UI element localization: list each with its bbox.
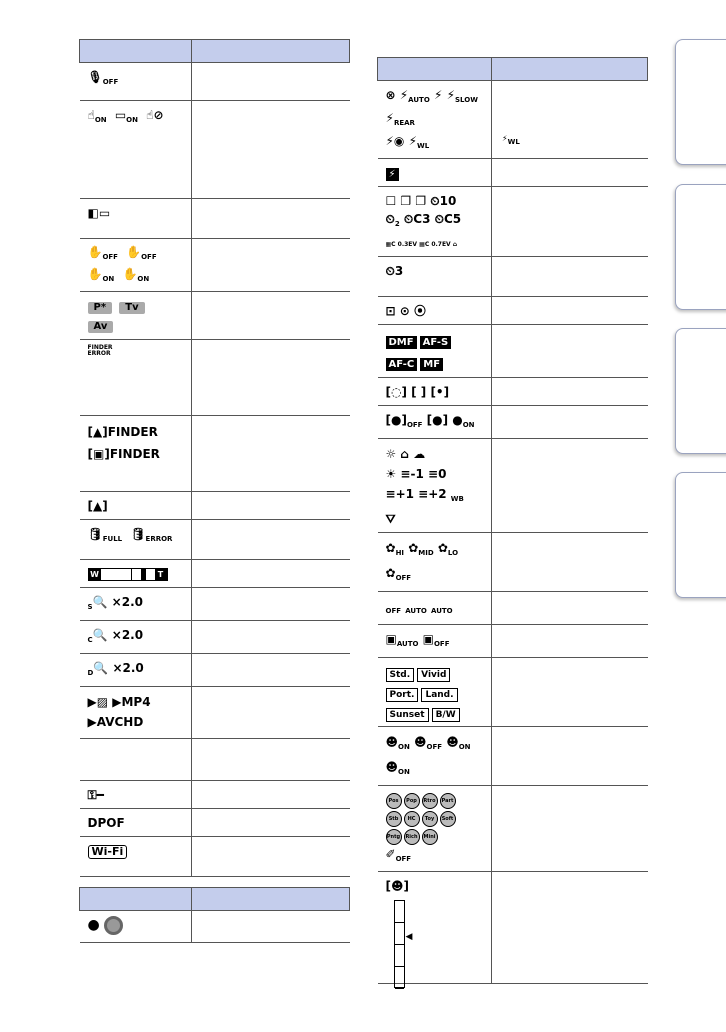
smile-meter-pointer-icon: ◀ [405, 932, 413, 942]
steady-off-icon: $✋_{OFF}$ [87, 245, 118, 261]
flash-mode-icons: ⊗ $⚡_{AUTO}$ ⚡ $⚡_{SLOW}$ $⚡_{REAR}$ ⚡◉ $⚡_{WL}$ [378, 81, 492, 159]
side-tab-2[interactable] [675, 184, 726, 310]
steady-on-active-icon: $✋_{ON}$ [122, 267, 150, 283]
protect-key-icon: ⚿━ [80, 781, 192, 809]
steady-on-icon: $✋_{ON}$ [87, 267, 115, 283]
digital-zoom-icon: $_D$🔍 ×2.0 [80, 654, 192, 687]
smart-zoom-icon: $_S$🔍 ×2.0 [80, 588, 192, 621]
memory-error-icon: $🛢_{ERROR}$ [130, 527, 173, 543]
smile-shutter-icons: $☻_{ON}$ $☻_{OFF}$ $☻_{ON}$ $☻_{ON}$ [378, 727, 492, 786]
recording-dot-icon: ● [87, 917, 100, 933]
touch-on-icon: $☝_{ON}$ [87, 108, 107, 124]
dro-icons: $✿_{HI}$ $✿_{MID}$ $✿_{LO}$ $✿_{OFF}$ [378, 533, 492, 592]
creative-style-icons: Std. Vivid Port. Land. Sunset B/W [378, 658, 492, 727]
dpof-icon: DPOF [80, 809, 192, 837]
mode-av-icon: Av [88, 321, 114, 333]
auto-framing-icons: $▣_{AUTO}$ $▣_{OFF}$ [378, 625, 492, 658]
smile-meter-bar [394, 900, 405, 988]
metering-icons: ⊡ ⊙ ⦿ [378, 297, 492, 325]
finder-side-icon: [▣]FINDER [87, 447, 160, 461]
focus-area-icons: [◌] [ ] [•] [378, 378, 492, 406]
side-tab-4[interactable] [675, 472, 726, 598]
side-tab-3[interactable] [675, 328, 726, 454]
picture-effect-icons: Pos Pop Rtro Part Stb HC Toy Soft Pntg Rich Mini $✐_{OFF}$ [378, 786, 492, 872]
left-icon-table [79, 39, 350, 877]
mode-tv-icon: Tv [119, 302, 144, 314]
zoom-bar-icon: W T [80, 560, 192, 588]
bottom-icon-table [79, 887, 350, 943]
iso-icons: $_{OFF}$ $_{AUTO}$ $_{AUTO}$ [378, 592, 492, 625]
touch-off-icon: ☝⊘ [146, 108, 164, 122]
flash-charging-icon: ⚡ [378, 159, 492, 187]
smile-detection-meter: [☻] ◀ [378, 872, 492, 984]
panorama-icon: ◧▭ [80, 199, 192, 239]
wifi-icon: Wi-Fi [88, 845, 128, 859]
mic-off-icon: $🎙_{OFF}$ [80, 63, 192, 101]
focus-mode-icons: DMF AF-S AF-C MF [378, 325, 492, 378]
self-timer-icon: ⏲3 [378, 257, 492, 297]
side-tab-1[interactable] [675, 39, 726, 165]
touch-shutter-on-icon: $▭_{ON}$ [114, 108, 138, 124]
drive-mode-icons: ☐ ❐ ❐ ⏲10 $⏲_2$ ⏲C3 ⏲C5 ▦C 0.3EV ▦C 0.7EV ⌂ [378, 187, 492, 257]
clear-zoom-icon: $_C$🔍 ×2.0 [80, 621, 192, 654]
finder-top-icon: [▲]FINDER [87, 425, 158, 439]
recording-ring-icon [104, 916, 123, 935]
right-icon-table: ⊗ $⚡_{AUTO}$ ⚡ $⚡_{SLOW}$ $⚡_{REAR}$ ⚡◉ $⚡_{WL}$ ⚡WL ⚡ ☐ ❐ ❐ ⏲10 $⏲_2$ ⏲C3 ⏲C5 ▦C 0.3EV ▦C 0.7EV ⌂ ⏲3 ⊡ ⊙ ⦿ DMF AF-S AF-C MF [◌] [ ] [•] $[●]_{OFF}$ [●] $●_{ON}$ ☼ ⌂ ☁ ☀ ≡-1 ≡0 ≡+1 ≡+2 $_{WB}$ ⛛ $✿_{HI}$ $✿_{MID}$ $✿_{LO}$ $✿_{OFF}$ $_{OFF}$ $_{AUTO}$ $_{AUTO}$ $▣_{AUTO}$ $▣_{OFF}$ Std. Vivid Port. Land. Sunset B/W $☻_{ON}$ $☻_{OFF}$ $☻_{ON}$ $☻_{ON}$ Pos Pop Rtro Part Stb HC Toy Soft Pntg Rich Mini $✐_{OFF}$ [☻] ◀ [377, 57, 648, 984]
face-detection-icons: $[●]_{OFF}$ [●] $●_{ON}$ [378, 406, 492, 439]
steady-off-active-icon: $✋_{OFF}$ [126, 245, 157, 261]
white-balance-icons: ☼ ⌂ ☁ ☀ ≡-1 ≡0 ≡+1 ≡+2 $_{WB}$ ⛛ [378, 439, 492, 533]
view-mode-icon: ▶▨ ▶MP4 ▶AVCHD [80, 687, 192, 739]
mode-p-icon: P* [88, 302, 113, 314]
finder-error-icon: FINDER ERROR [80, 340, 192, 416]
memory-full-icon: $🛢_{FULL}$ [87, 527, 123, 543]
finder-small-icon: [▲] [80, 492, 192, 520]
